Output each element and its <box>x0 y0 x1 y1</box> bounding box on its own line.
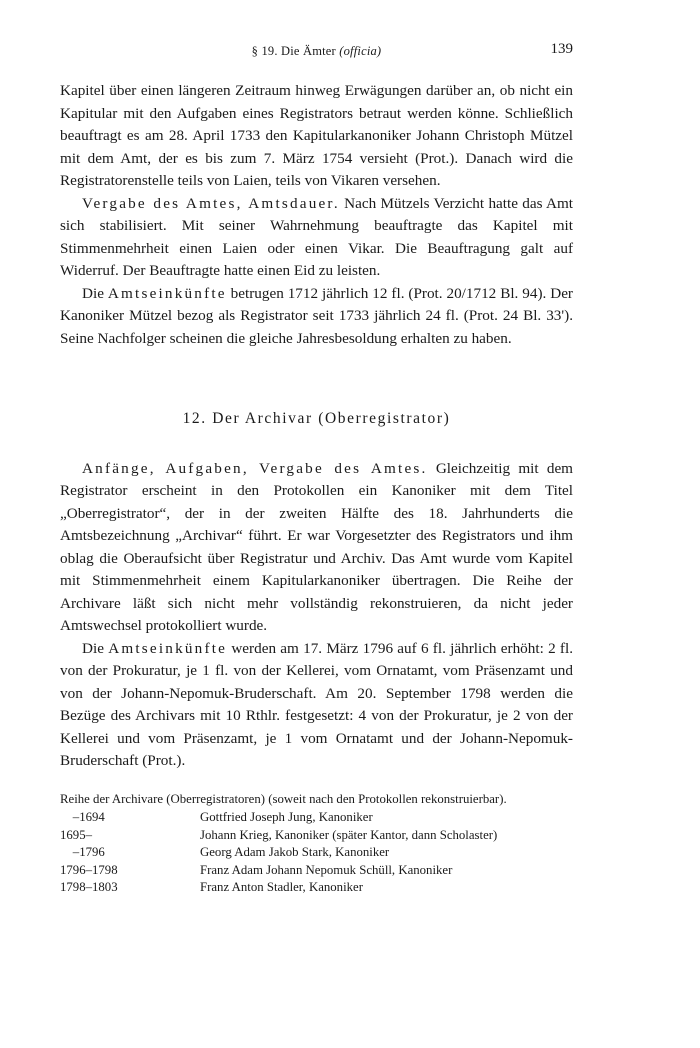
row-name: Georg Adam Jakob Stark, Kanoniker <box>200 845 390 860</box>
running-title-text: § 19. Die Ämter <box>251 44 340 58</box>
table-row <box>60 879 573 897</box>
row-name: Johann Krieg, Kanoniker (später Kantor, dann Scholaster) <box>200 827 498 842</box>
paragraph-body: werden am 17. März 1796 auf 6 fl. jährlich erhöht: 2 fl. von der Prokuratur, je 1 fl. von der Kellerei, vom Ornatamt, vom Präsenzamt und von der Johann-Nepomuk-Bruderschaft. Am 20. September 1798 werden die Bezüge des Archivars mit 10 Rthlr. festgesetzt: 4 von der Prokuratur, je 2 von der Kellerei und vom Präsenzamt, je 1 vom Ornatamt und der Johann-Nepomuk-Bruderschaft (Prot.). <box>60 639 573 769</box>
running-title-italic: (officia) <box>339 44 382 58</box>
page-number: 139 <box>550 41 573 57</box>
paragraph-body: Nach Mützels Verzicht hatte das Amt sich stabilisiert. Mit seiner Wahrnehmung beauftragte das Kapitel mit Stimmenmehrheit einen Laien oder einen Vikar. Die Beauftragung galt auf Widerruf. Der Beauftragte hatte einen Eid zu leisten. <box>60 194 574 279</box>
paragraph-pre: Die <box>82 284 108 302</box>
paragraph-vergabe <box>60 193 573 283</box>
row-name: Franz Anton Stadler, Kanoniker <box>200 880 363 895</box>
running-head <box>60 38 573 62</box>
table-row <box>60 862 573 880</box>
table-row <box>60 809 573 827</box>
paragraph-amtseinkuenfte-registrator <box>60 283 573 351</box>
table-row <box>60 844 573 862</box>
row-years: –1796 <box>60 845 105 860</box>
paragraph-lead-spaced: Amtseinkünfte <box>107 284 227 302</box>
row-name: Gottfried Joseph Jung, Kanoniker <box>200 810 373 825</box>
row-years: –1694 <box>60 810 105 825</box>
main-text <box>60 80 573 773</box>
paragraph-lead-spaced: Amtseinkünfte <box>108 639 228 657</box>
paragraph-amtseinkuenfte-archivar <box>60 638 573 773</box>
paragraph-lead-spaced: Anfänge, Aufgaben, Vergabe des Amtes. <box>82 459 428 477</box>
table-row <box>60 827 573 845</box>
row-years: 1695– <box>60 827 92 842</box>
paragraph-pre: Die <box>82 639 109 657</box>
archivar-table <box>60 809 573 897</box>
archivar-list <box>60 791 573 898</box>
paragraph-anfaenge <box>60 458 573 638</box>
book-page <box>60 38 573 897</box>
row-name: Franz Adam Johann Nepomuk Schüll, Kanoniker <box>200 862 453 877</box>
list-intro: Reihe der Archivare (Oberregistratoren) (soweit nach den Protokollen rekonstruierbar). <box>60 791 507 806</box>
running-title <box>60 44 573 59</box>
row-years: 1798–1803 <box>60 880 118 895</box>
paragraph-body: Gleichzeitig mit dem Registrator erscheint in den Protokollen ein Kanoniker mit dem Titel „Oberregistrator“, der in der zweiten Hälfte des 18. Jahrhunderts die Amtsbezeichnung „Archivar“ führt. Er war Vorgesetzter des Registrators und ihm oblag die Oberaufsicht über Registratur und Archiv. Das Amt wurde vom Kapitel mit Stimmenmehrheit einem Kapitularkanoniker übertragen. Die Reihe der Archivare läßt sich nicht mehr vollständig rekonstruieren, da nicht jeder Amtswechsel protokolliert wurde. <box>60 459 573 634</box>
paragraph-registrator-continued: Kapitel über einen längeren Zeitraum hinweg Erwägungen darüber an, ob nicht ein Kapitular mit den Aufgaben eines Registrators betraut werden könne. Schließlich beauftragt es am 28. April 1733 den Kapitularkanoniker Johann Christoph Mützel mit dem Amt, der es bis zum 7. März 1754 versieht (Prot.). Danach wird die Registratorenstelle teils von Laien, teils von Vikaren versehen. <box>60 82 573 189</box>
row-years: 1796–1798 <box>60 862 118 877</box>
section-heading: 12. Der Archivar (Oberregistrator) <box>182 410 451 427</box>
paragraph-body: betrugen 1712 jährlich 12 fl. (Prot. 20/1712 Bl. 94). Der Kanoniker Mützel bezog als Registrator seit 1733 jährlich 24 fl. (Prot. 24 Bl. 33'). Seine Nachfolger scheinen die gleiche Jahresbesoldung erhalten zu haben. <box>60 284 573 347</box>
paragraph-lead-spaced: Vergabe des Amtes, Amtsdauer. <box>82 194 340 212</box>
